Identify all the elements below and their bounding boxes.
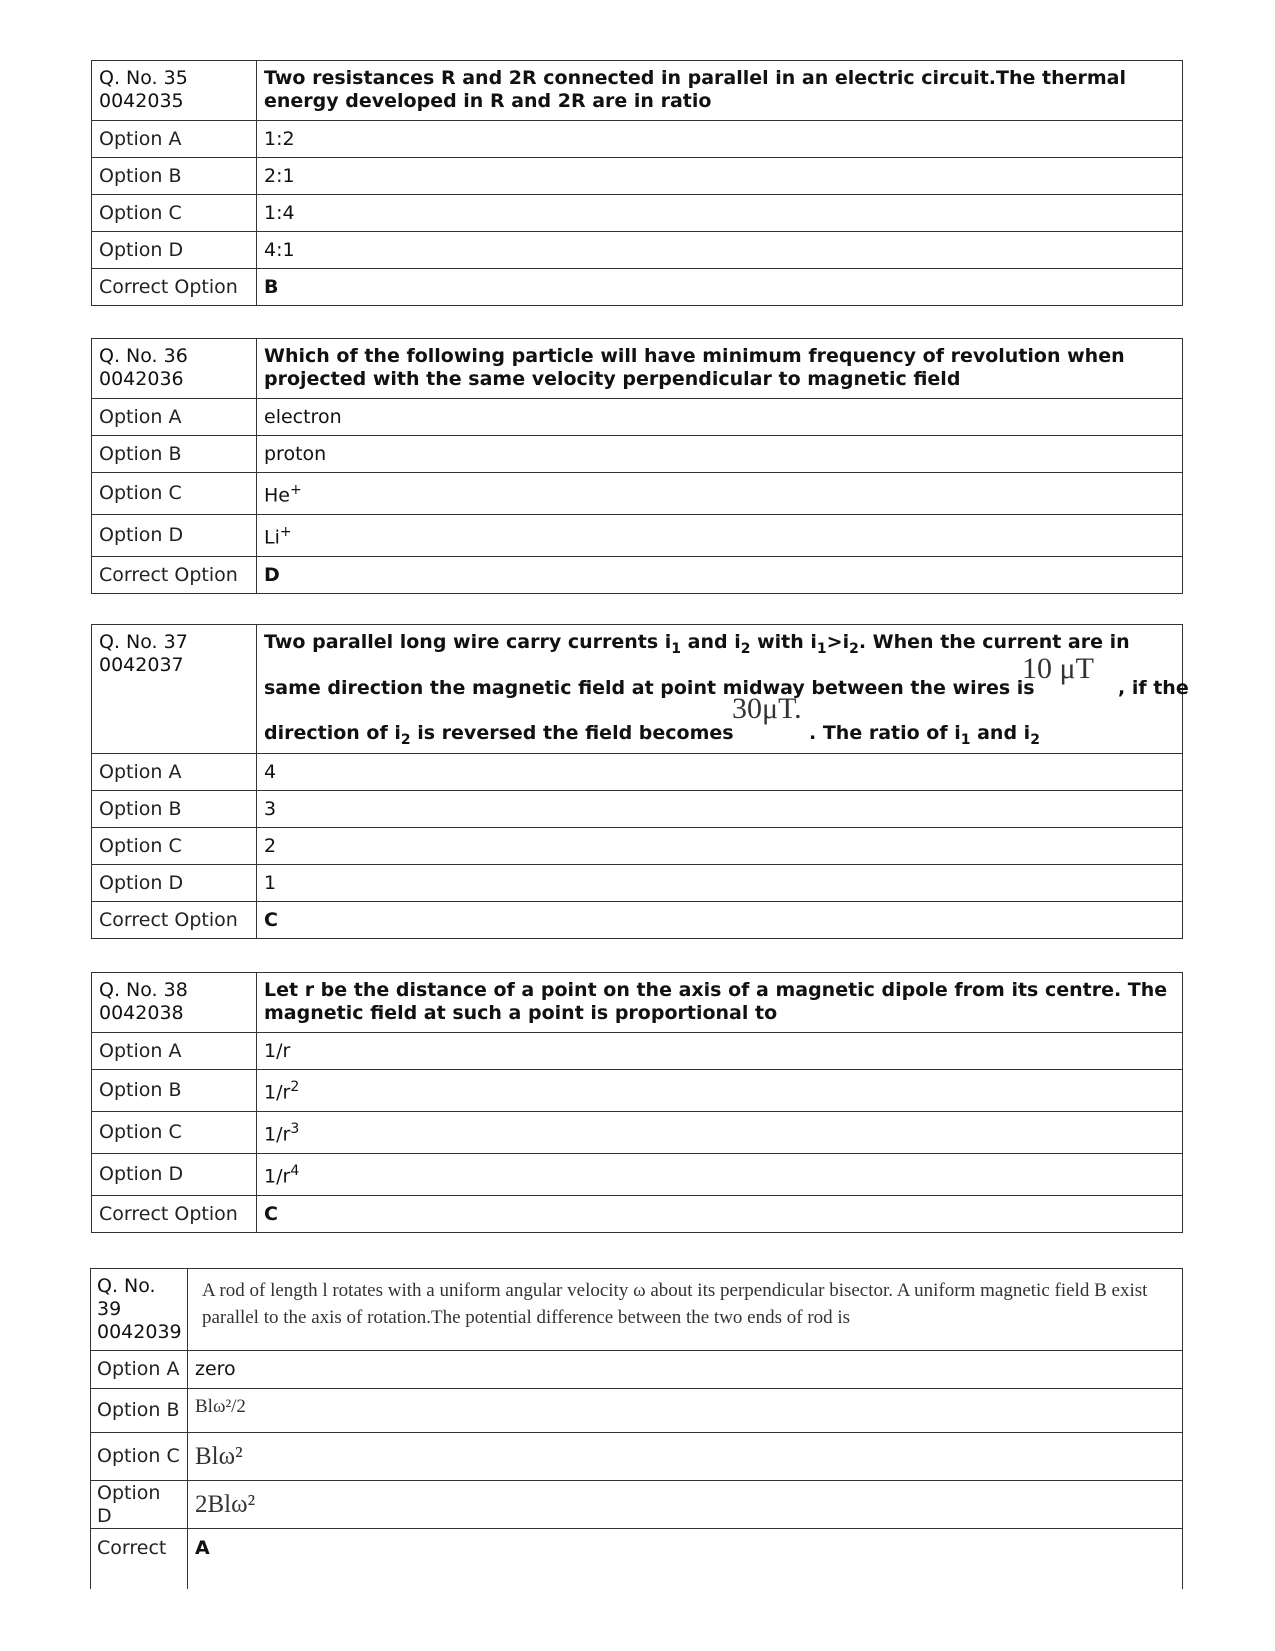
correct-option-value: C [257,1196,1183,1233]
option-c-value [257,1112,1183,1154]
question-39-table [90,1268,1183,1589]
question-36-table [91,338,1183,594]
option-b-value: 2:1 [257,158,1183,195]
text-part: . When the current are in [858,631,1130,653]
question-line-3 [264,722,734,752]
option-c-value: Blω² [188,1433,1183,1481]
option-a-label: Option A [91,1351,188,1389]
option-c-superscript: + [289,482,302,499]
text-part: is reversed the field becomes [410,722,734,744]
correct-option-label: Correct Option [92,557,257,594]
option-a-value: zero [188,1351,1183,1389]
option-a-label: Option A [92,399,257,436]
question-text: Two resistances R and 2R connected in parallel in an electric circuit.The thermal energy developed in R and 2R are in ratio [257,61,1183,121]
question-number-cell [92,61,257,121]
question-number: Q. No. 36 [99,345,188,367]
correct-option-value: D [257,557,1183,594]
question-number: Q. No. 37 [99,631,188,653]
option-b-label: Option B [92,791,257,828]
question-number-cell [92,625,257,754]
option-a-label: Option A [92,754,257,791]
correct-option-value: C [257,902,1183,939]
question-id: 0042039 [97,1321,182,1343]
question-line-2-end: , if the [1118,677,1189,699]
option-d-superscript: 4 [290,1163,300,1180]
text-part: Two parallel long wire carry currents i [264,631,672,653]
option-d-superscript: + [279,524,292,541]
option-d-value: 1 [257,865,1183,902]
option-d-value: 2Blω² [188,1481,1183,1529]
option-d-label: Option D [92,1154,257,1196]
option-d-text: 1/r [264,1165,291,1188]
text-part: with i [750,631,817,653]
correct-option-label: Correct Option [92,1196,257,1233]
subscript: 2 [1030,731,1040,748]
subscript: 2 [849,640,859,657]
question-38-table [91,972,1183,1233]
question-number-value: 39 [97,1298,122,1320]
option-d-label: Option D [91,1481,188,1529]
question-line-2 [264,677,1035,700]
question-id: 0042036 [99,368,184,390]
option-c-value: 2 [257,828,1183,865]
option-c-text: He [264,484,290,507]
question-id: 0042038 [99,1002,184,1024]
correct-option-label: Correct Option [92,269,257,306]
question-35-table [91,60,1183,306]
question-text: Which of the following particle will have minimum frequency of revolution when projected with the same velocity perpendicular to magnetic field [257,339,1183,399]
option-b-label: Option B [92,1070,257,1112]
option-d-label: Option D [92,865,257,902]
question-text: A rod of length l rotates with a uniform angular velocity ω about its perpendicular bisector. A uniform magnetic field B exist parallel to the axis of rotation.The potential difference between the two ends of rod is [188,1269,1183,1351]
option-d-value [257,515,1183,557]
question-number-cell [92,973,257,1033]
option-b-value: proton [257,436,1183,473]
option-b-value [257,1070,1183,1112]
option-d-text: Li [264,526,280,549]
correct-option-label: Correct Option [92,902,257,939]
option-b-label: Option B [92,436,257,473]
option-a-label: Option A [92,121,257,158]
option-a-value: 1:2 [257,121,1183,158]
option-c-value [257,473,1183,515]
option-c-label: Option C [92,1112,257,1154]
option-a-value: 4 [257,754,1183,791]
option-b-value: Blω²/2 [188,1389,1183,1433]
subscript: 2 [400,731,411,748]
question-text [257,625,1189,754]
option-c-label: Option C [92,195,257,232]
text-part: direction of i [264,722,401,744]
subscript: 1 [816,640,827,657]
question-number-cell [91,1269,188,1351]
option-a-label: Option A [92,1033,257,1070]
question-number-cell [92,339,257,399]
question-id: 0042035 [99,90,184,112]
option-c-superscript: 3 [290,1121,300,1138]
option-c-value: 1:4 [257,195,1183,232]
option-a-value: 1/r [257,1033,1183,1070]
option-b-value: 3 [257,791,1183,828]
option-c-label: Option C [92,828,257,865]
question-number: Q. No. 38 [99,979,188,1001]
correct-option-label: Correct [91,1529,188,1589]
subscript: 1 [960,731,971,748]
question-line-1 [264,631,1130,661]
subscript: 2 [740,640,751,657]
option-b-text: 1/r [264,1081,291,1104]
option-b-superscript: 2 [290,1079,300,1096]
option-d-label: Option D [92,515,257,557]
option-c-label: Option C [91,1433,188,1481]
question-line-3-end [809,722,1040,752]
question-text: Let r be the distance of a point on the axis of a magnetic dipole from its centre. The magnetic field at such a point is proportional to [257,973,1183,1033]
option-c-text: 1/r [264,1123,291,1146]
field-value-1: 10 μT [1022,652,1094,685]
text-part: same direction the magnetic field at point midway between the wires is [264,677,1035,699]
text-part: and i [970,722,1031,744]
correct-option-value: B [257,269,1183,306]
option-d-value: 4:1 [257,232,1183,269]
correct-option-value: A [188,1529,1183,1589]
question-37-table [91,624,1189,939]
option-b-label: Option B [92,158,257,195]
option-d-label: Option D [92,232,257,269]
field-value-2: 30μT. [732,692,802,725]
option-b-label: Option B [91,1389,188,1433]
option-d-value [257,1154,1183,1196]
option-a-value: electron [257,399,1183,436]
question-number: Q. No. [97,1275,156,1297]
text-part: >i [826,631,850,653]
option-c-label: Option C [92,473,257,515]
text-part: and i [681,631,741,653]
question-id: 0042037 [99,654,184,676]
subscript: 1 [671,640,682,657]
question-number: Q. No. 35 [99,67,188,89]
text-part: . The ratio of i [809,722,961,744]
